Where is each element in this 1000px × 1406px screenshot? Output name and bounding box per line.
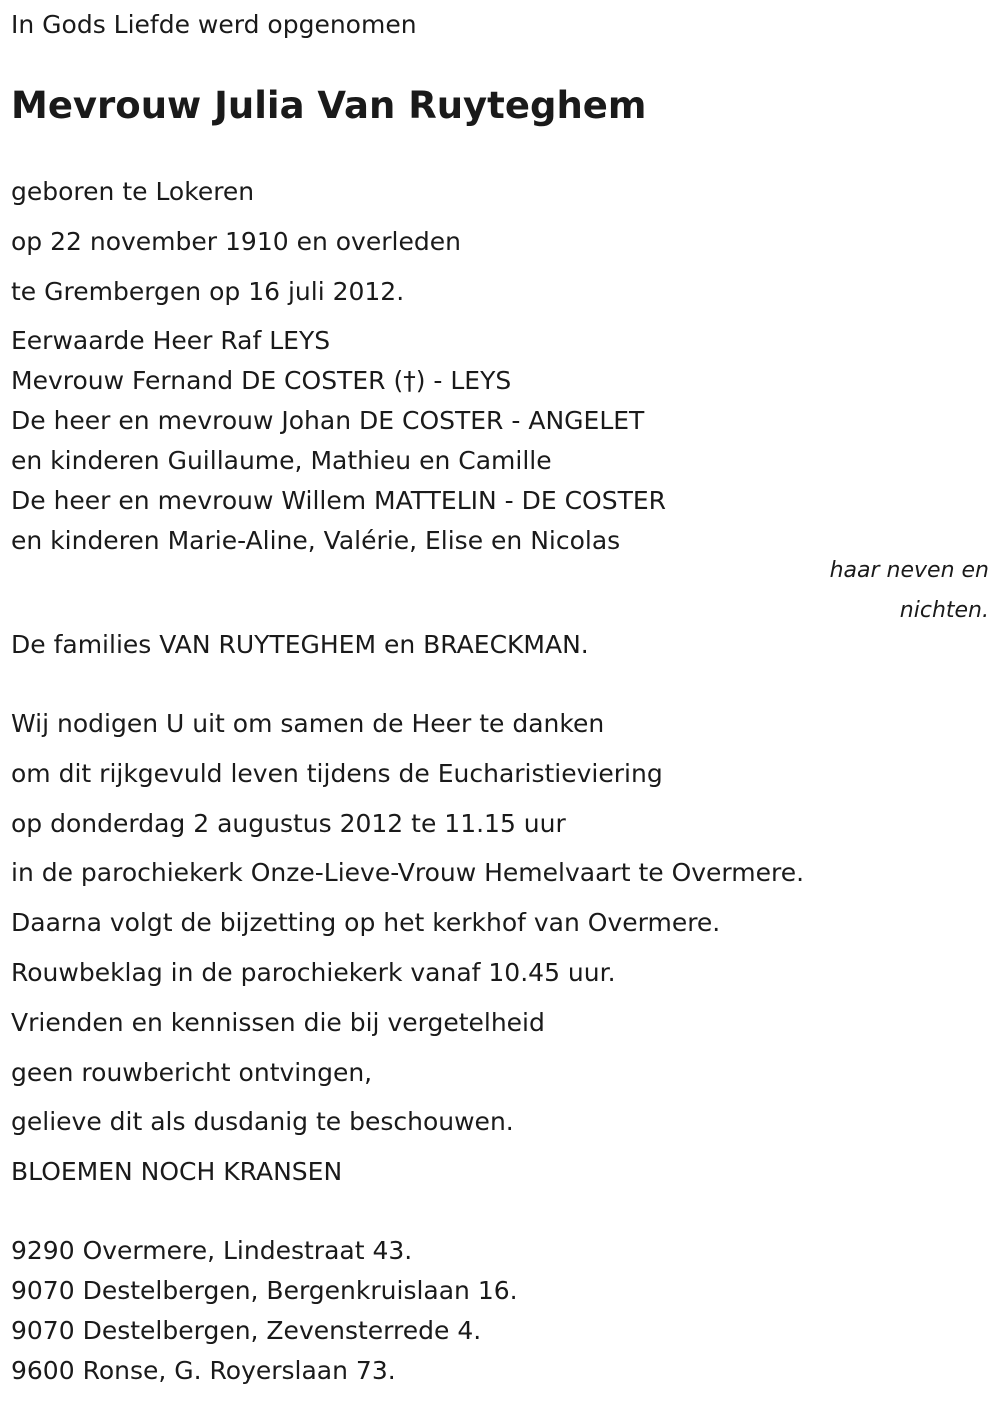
family-line: en kinderen Guillaume, Mathieu en Camille: [11, 446, 552, 475]
family-line: De heer en mevrouw Willem MATTELIN - DE COSTER: [11, 486, 667, 515]
address-line: 9070 Destelbergen, Bergenkruislaan 16.: [11, 1276, 518, 1305]
birth-line: op 22 november 1910 en overleden: [11, 227, 461, 256]
families-line: De families VAN RUYTEGHEM en BRAECKMAN.: [11, 630, 589, 659]
address-line: 9290 Overmere, Lindestraat 43.: [11, 1236, 413, 1265]
relation-note: [830, 551, 989, 631]
service-line: Daarna volgt de bijzetting op het kerkhof van Overmere.: [11, 908, 721, 938]
service-line: Rouwbeklag in de parochiekerk vanaf 10.45 uur.: [11, 957, 616, 987]
address-line: 9070 Destelbergen, Zevensterrede 4.: [11, 1316, 482, 1345]
service-line: gelieve dit als dusdanig te beschouwen.: [11, 1107, 514, 1137]
birth-death-details: [11, 177, 461, 327]
service-line: geen rouwbericht ontvingen,: [11, 1057, 373, 1087]
birth-line: geboren te Lokeren: [11, 177, 255, 206]
service-line: Vrienden en kennissen die bij vergetelheid: [11, 1007, 545, 1037]
service-details: [11, 709, 804, 1207]
relation-line: haar neven en: [829, 558, 989, 583]
service-line: op donderdag 2 augustus 2012 te 11.15 uur: [11, 808, 566, 838]
address-line: 9600 Ronse, G. Royerslaan 73.: [11, 1356, 396, 1385]
family-line: en kinderen Marie-Aline, Valérie, Elise en Nicolas: [11, 526, 621, 555]
relation-line: nichten.: [899, 598, 989, 623]
family-list: [11, 326, 666, 566]
intro-text: In Gods Liefde werd opgenomen: [11, 10, 417, 39]
family-line: De heer en mevrouw Johan DE COSTER - ANGELET: [11, 406, 645, 435]
deceased-name: Mevrouw Julia Van Ruyteghem: [11, 84, 647, 127]
service-line: in de parochiekerk Onze-Lieve-Vrouw Hemelvaart te Overmere.: [11, 858, 805, 888]
address-list: [11, 1236, 518, 1396]
service-line: Wij nodigen U uit om samen de Heer te danken: [11, 709, 605, 738]
family-line: Mevrouw Fernand DE COSTER (†) - LEYS: [11, 366, 512, 395]
family-line: Eerwaarde Heer Raf LEYS: [11, 326, 331, 355]
service-line: BLOEMEN NOCH KRANSEN: [11, 1157, 343, 1187]
birth-line: te Grembergen op 16 juli 2012.: [11, 277, 405, 306]
service-line: om dit rijkgevuld leven tijdens de Eucharistieviering: [11, 758, 663, 788]
